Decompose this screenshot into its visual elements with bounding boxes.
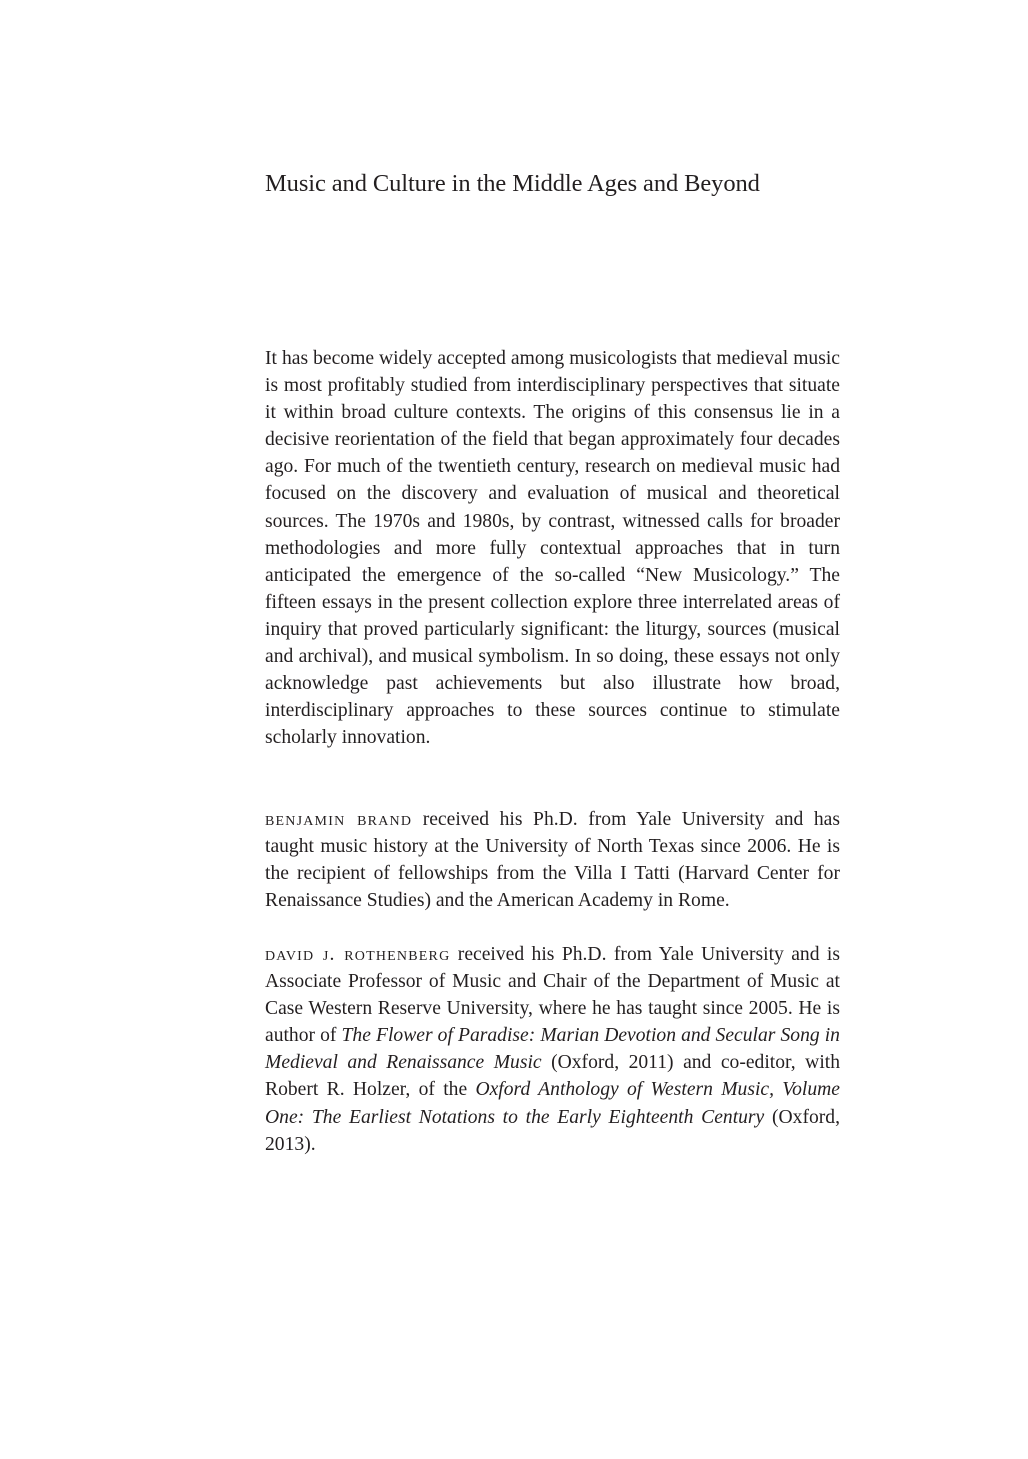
bio-rothenberg-text-2: (Oxford, 2011) and co-editor, with Robert R. Holzer, of the xyxy=(265,1052,841,1101)
bio-benjamin-brand xyxy=(265,806,840,914)
book-title-oxford-anthology: Oxford Anthology of Western Music, Volume One: The Earliest Notations to the Early Eighteenth Century xyxy=(265,1079,840,1128)
bio-rothenberg-text-3: (Oxford, 2013). xyxy=(265,1106,840,1155)
series-title: Music and Culture in the Middle Ages and Beyond xyxy=(265,170,760,197)
author-name-rothenberg: david j. rothenberg xyxy=(265,944,451,965)
bio-brand-text: received his Ph.D. from Yale University and has taught music history at the University of North Texas since 2006. He is the recipient of fellowships from the Villa I Tatti (Harvard Center for Renaissance Studies) and the American Academy in Rome. xyxy=(265,809,840,912)
bio-david-rothenberg xyxy=(265,941,840,1158)
book-title-flower-of-paradise: The Flower of Paradise: Marian Devotion and Secular Song in Medieval and Renaissance Music xyxy=(265,1025,840,1074)
bio-rothenberg-text-1: received his Ph.D. from Yale University and is Associate Professor of Music and Chair of the Department of Music at Case Western Reserve University, where he has taught since 2005. He is author of xyxy=(265,944,840,1047)
series-description: It has become widely accepted among musicologists that medieval music is most profitably studied from interdisciplinary perspectives that situate it within broad culture contexts. The origins of this consensus lie in a decisive reorientation of the field that began approximately four decades ago. For much of the twentieth century, research on medieval music had focused on the discovery and evaluation of musical and theoretical sources. The 1970s and 1980s, by contrast, witnessed calls for broader methodologies and more fully contextual approaches that in turn anticipated the emergence of the so-called “New Musicology.” The fifteen essays in the present collection explore three interrelated areas of inquiry that proved particularly significant: the liturgy, sources (musical and archival), and musical symbolism. In so doing, these essays not only acknowledge past achievements but also illustrate how broad, interdisciplinary approaches to these sources continue to stimulate scholarly innovation. xyxy=(265,348,840,749)
author-name-brand: benjamin brand xyxy=(265,809,413,830)
